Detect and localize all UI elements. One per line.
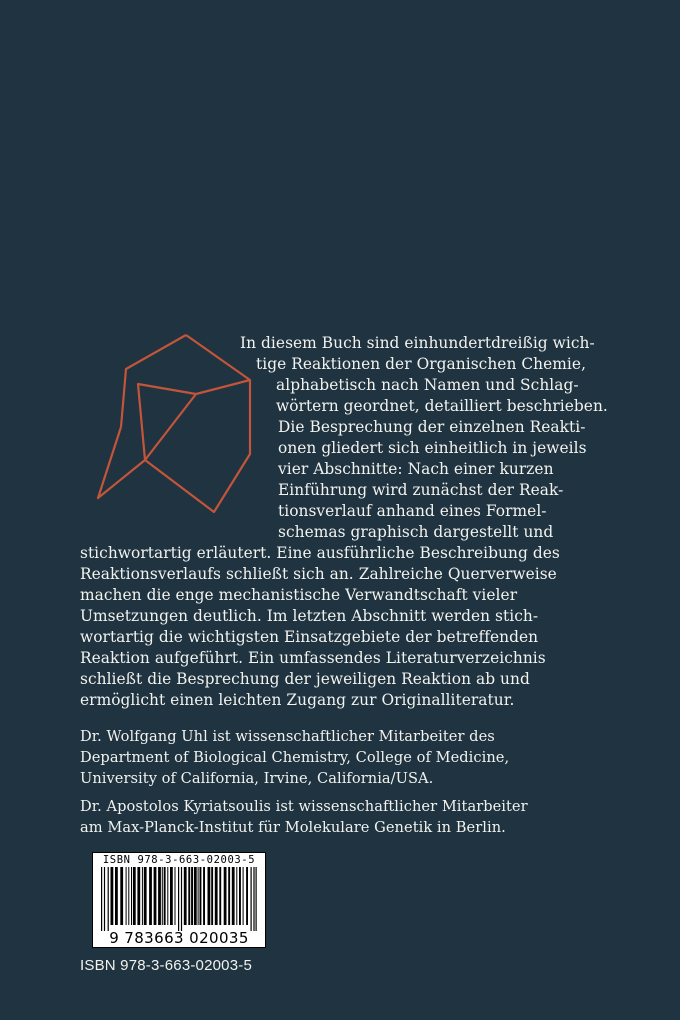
barcode-bar: [215, 867, 218, 925]
barcode-bar: [144, 867, 147, 925]
description-line: stichwortartig erläutert. Eine ausführliche Beschreibung des: [80, 544, 560, 562]
author-bio-line: Dr. Wolfgang Uhl ist wissenschaftlicher Mitarbeiter des: [80, 728, 495, 745]
barcode-bar: [131, 867, 132, 925]
description-line: wörtern geordnet, detailliert beschrieben.: [276, 397, 608, 415]
logo-inner-path: [98, 380, 250, 498]
description-line: ermöglicht einen leichten Zugang zur Originalliteratur.: [80, 691, 515, 709]
barcode-bar: [253, 867, 254, 931]
description-line: Einführung wird zunächst der Reak-: [278, 481, 564, 499]
barcode-bar: [108, 867, 109, 931]
barcode-bar: [164, 867, 166, 925]
barcode-bar: [149, 867, 152, 925]
barcode-bar: [154, 867, 157, 925]
barcode-bar: [251, 867, 252, 931]
barcode-bar: [158, 867, 161, 925]
barcode-bar: [203, 867, 205, 925]
description-line: In diesem Buch sind einhundertdreißig wich-: [240, 334, 595, 352]
barcode-bar: [188, 867, 190, 925]
barcode-bar: [170, 867, 173, 925]
barcode-bar: [191, 867, 193, 925]
isbn-text: ISBN 978-3-663-02003-5: [80, 957, 253, 974]
barcode-bar: [142, 867, 143, 925]
barcode-bar: [236, 867, 237, 925]
description-line: Umsetzungen deutlich. Im letzten Abschnitt werden stich-: [80, 607, 539, 625]
barcode-bar: [104, 867, 105, 931]
description-line: Die Besprechung der einzelnen Reakti-: [278, 418, 586, 436]
barcode-digits: 9 783663 020035: [109, 929, 249, 947]
description-line: vier Abschnitte: Nach einer kurzen: [278, 460, 554, 478]
barcode-bar: [246, 867, 248, 925]
barcode-bar: [126, 867, 127, 925]
barcode-bar: [162, 867, 163, 925]
barcode-bar: [219, 867, 221, 925]
barcode-bar: [224, 867, 227, 925]
author-bio-line: Department of Biological Chemistry, College of Medicine,: [80, 749, 510, 766]
barcode-bar: [120, 867, 123, 925]
description-line: tionsverlauf anhand eines Formel-: [278, 502, 547, 520]
barcode-bar: [198, 867, 199, 925]
barcode-bar: [111, 867, 114, 925]
barcode-bar: [232, 867, 235, 925]
barcode-bar: [181, 867, 182, 931]
barcode-isbn-label: ISBN 978-3-663-02003-5: [102, 854, 256, 866]
barcode-bar: [101, 867, 102, 931]
barcode-bar: [128, 867, 129, 925]
description-line: onen gliedert sich einheitlich in jeweils: [278, 439, 587, 457]
isbn-barcode: [92, 852, 266, 948]
author-bio-line: University of California, Irvine, California/USA.: [80, 770, 434, 787]
barcode-bar: [256, 867, 257, 931]
barcode-bar: [133, 867, 136, 925]
barcode-bar: [239, 867, 241, 925]
barcode-bar: [184, 867, 187, 925]
description-line: Reaktionsverlaufs schließt sich an. Zahlreiche Querverweise: [80, 565, 557, 583]
barcode-bar: [194, 867, 197, 925]
barcode-bar: [167, 867, 168, 925]
description-line: schemas graphisch dargestellt und: [278, 523, 554, 541]
barcode-bar: [228, 867, 230, 925]
barcode-bar: [200, 867, 202, 925]
description-line: tige Reaktionen der Organischen Chemie,: [256, 355, 587, 373]
description-line: Reaktion aufgeführt. Ein umfassendes Literaturverzeichnis: [80, 649, 546, 667]
description-line: schließt die Besprechung der jeweiligen Reaktion ab und: [80, 670, 530, 688]
barcode-bar: [178, 867, 179, 931]
logo-outer-hexagon: [145, 335, 250, 512]
barcode-bar: [243, 867, 244, 925]
description-line: machen die enge mechanistische Verwandtschaft vieler: [80, 586, 518, 604]
barcode-bar: [115, 867, 118, 925]
logo-inner-edge: [121, 335, 186, 427]
barcode-bar: [137, 867, 140, 925]
adamantane-logo: [96, 332, 266, 514]
description-line: alphabetisch nach Namen und Schlag-: [276, 376, 579, 394]
author-bio-line: am Max-Planck-Institut für Molekulare Genetik in Berlin.: [80, 819, 506, 836]
barcode-bar: [175, 867, 176, 925]
barcode-bar: [208, 867, 211, 925]
barcode-bar: [211, 867, 213, 925]
logo-inner-edge-2: [145, 394, 196, 460]
description-line: wortartig die wichtigsten Einsatzgebiete der betreffenden: [80, 628, 539, 646]
author-bio-line: Dr. Apostolos Kyriatsoulis ist wissenschaftlicher Mitarbeiter: [80, 798, 528, 815]
barcode-bars: [100, 867, 258, 931]
